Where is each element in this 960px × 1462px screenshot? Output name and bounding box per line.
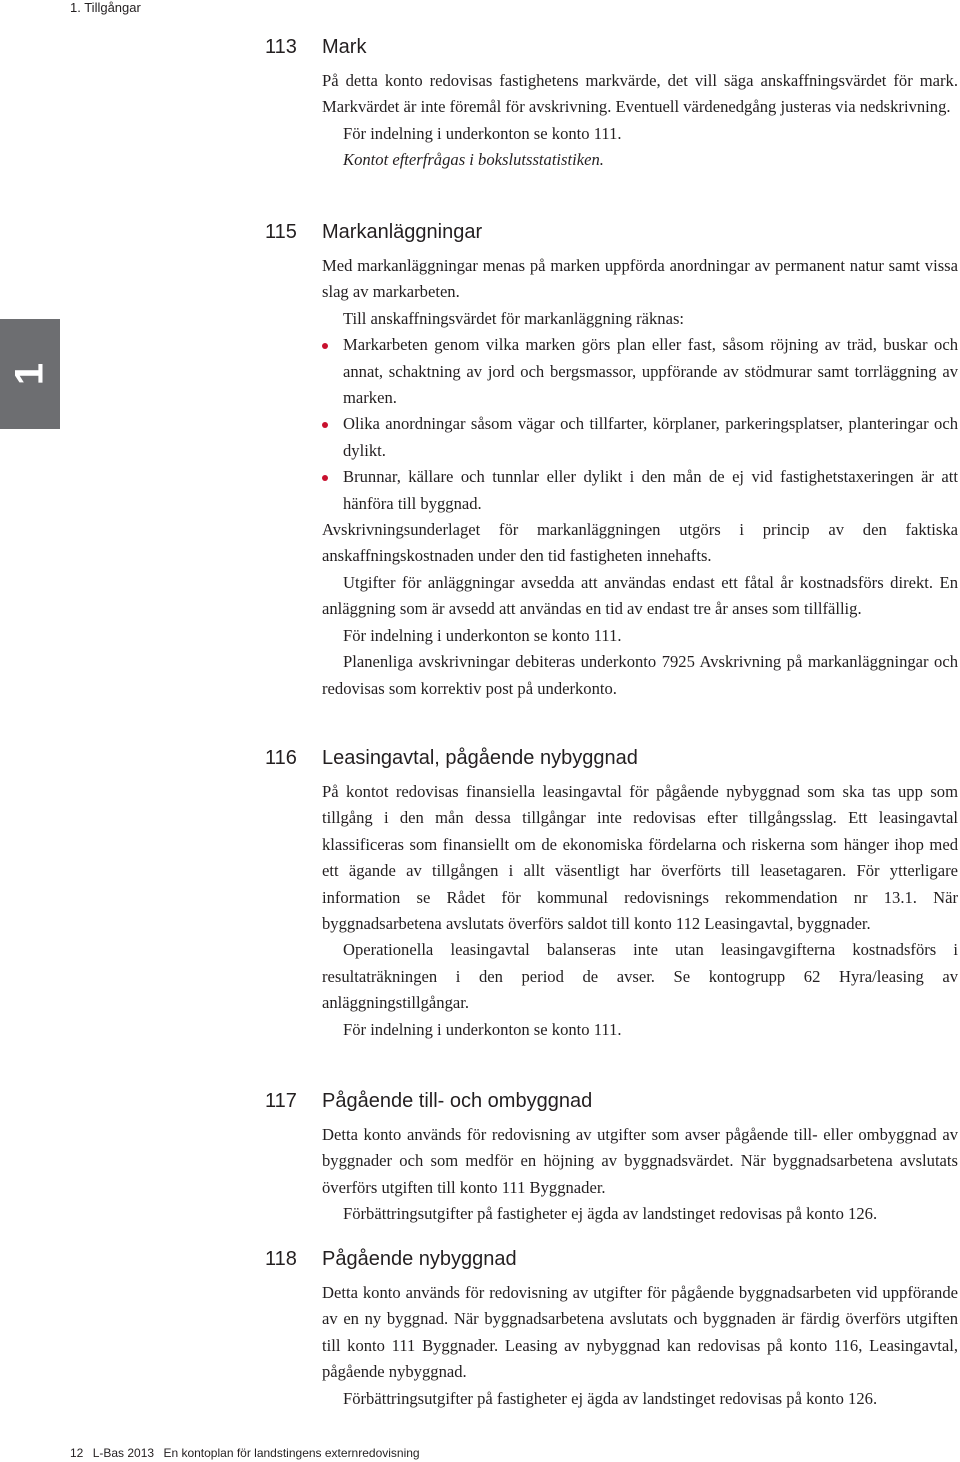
paragraph: Operationella leasingavtal balanseras inte utan leasingavgifterna kostnadsförs i resultaträkningen i den period de avser. Se kontogrupp 62 Hyra/leasing av anläggningstillgångar.: [322, 940, 958, 1013]
paragraph: Avskrivningsunderlaget för markanläggningen utgörs i princip av den faktiska anskaffningskostnaden under den tid fastigheten innehafts.: [322, 520, 958, 566]
account-number: 116: [265, 747, 297, 769]
section-title: Mark: [322, 36, 367, 58]
paragraph: Detta konto används för redovisning av utgifter för pågående byggnadsarbeten vid uppförande av en ny byggnad. När byggnadsarbetena avslutats och byggnaden är färdig överförs utgiften till konto 111 Byggnader. Leasing av nybyggnad kan redovisas på konto 116, Leasingavtal, pågående nybyggnad.: [322, 1283, 958, 1382]
section-title: Leasingavtal, pågående nybyggnad: [322, 747, 638, 769]
paragraph: Kontot efterfrågas i bokslutsstatistiken.: [343, 150, 604, 170]
list-item: Brunnar, källare och tunnlar eller dylikt i den mån de ej vid fastighetstaxeringen är att hänföra till byggnad.: [322, 464, 958, 517]
paragraph: Med markanläggningar menas på marken uppförda anordningar av permanent natur samt vissa slag av markarbeten.: [322, 256, 958, 302]
page-footer: [70, 1446, 426, 1460]
account-number: 117: [265, 1090, 297, 1112]
paragraph: För indelning i underkonton se konto 111.: [343, 1019, 622, 1039]
section-body: [322, 1122, 958, 1228]
paragraph: På kontot redovisas finansiella leasingavtal för pågående nybyggnad som ska tas upp som tillgång i den mån dessa tillgångar inte redovisas efter tillgångsslag. Ett leasingavtal klassificeras som finansiellt om de ekonomiska fördelarna och riskerna som hänger ihop med ett ägande av tillgången i allt väsentligt har överförts till leasetagaren. För ytterligare information se Rådet för kommunal redovisnings rekommendation nr 13.1. När byggnadsarbetena avslutats överförs saldot till konto 112 Leasingavtal, byggnader.: [322, 782, 958, 934]
paragraph: Utgifter för anläggningar avsedda att användas endast ett fåtal år kostnadsförs direkt. En anläggning som är avsedd att användas en tid av endast tre år anses som tillfällig.: [322, 572, 958, 619]
chapter-tab-number: 1: [7, 362, 52, 386]
list-item: Markarbeten genom vilka marken görs plan eller fast, såsom röjning av träd, buskar och annat, schaktning av jord och bergsmassor, uppförande av stödmurar samt torrläggning av marken.: [322, 332, 958, 411]
list-item: Olika anordningar såsom vägar och tillfarter, körplaner, parkeringsplatser, planteringar och dylikt.: [322, 411, 958, 464]
running-head: 1. Tillgångar: [70, 0, 141, 15]
section-body: [322, 779, 958, 1043]
section-title: Pågående till- och ombyggnad: [322, 1090, 593, 1112]
bullet-icon: [322, 422, 328, 428]
paragraph: För indelning i underkonton se konto 111.: [343, 123, 622, 143]
bullet-list: [322, 332, 958, 517]
publication-name: L-Bas 2013: [92, 1446, 155, 1460]
publication-subtitle: En kontoplan för landstingens externredovisning: [163, 1446, 420, 1460]
account-number: 115: [265, 221, 297, 243]
paragraph: Förbättringsutgifter på fastigheter ej ägda av landstinget redovisas på konto 126.: [343, 1204, 878, 1224]
section-body: [322, 1280, 958, 1412]
account-number: 113: [265, 36, 297, 58]
chapter-tab: [0, 319, 60, 429]
paragraph: Detta konto används för redovisning av utgifter som avser pågående till- eller ombyggnad av byggnader och som medför en höjning av byggnadsvärdet. När byggnadsarbetena avslutats överförs utgiften till konto 111 Byggnader.: [322, 1125, 958, 1197]
paragraph: Förbättringsutgifter på fastigheter ej ägda av landstinget redovisas på konto 126.: [343, 1388, 878, 1408]
paragraph: Planenliga avskrivningar debiteras underkonto 7925 Avskrivning på markanläggningar och redovisas som korrektiv post på underkonto.: [322, 652, 958, 698]
section-body: [322, 68, 958, 174]
section-title: Markanläggningar: [322, 221, 483, 243]
page-number: 12: [70, 1446, 84, 1460]
paragraph: För indelning i underkonton se konto 111.: [343, 625, 622, 645]
section-body: [322, 253, 958, 702]
account-number: 118: [265, 1248, 297, 1270]
paragraph: Till anskaffningsvärdet för markanläggning räknas:: [343, 308, 685, 328]
bullet-icon: [322, 475, 328, 481]
section-title: Pågående nybyggnad: [322, 1248, 517, 1270]
bullet-icon: [322, 343, 328, 349]
paragraph: På detta konto redovisas fastighetens markvärde, det vill säga anskaffningsvärdet för mark. Markvärdet är inte föremål för avskrivning. Eventuell värdenedgång justeras via nedskrivning.: [322, 71, 958, 117]
